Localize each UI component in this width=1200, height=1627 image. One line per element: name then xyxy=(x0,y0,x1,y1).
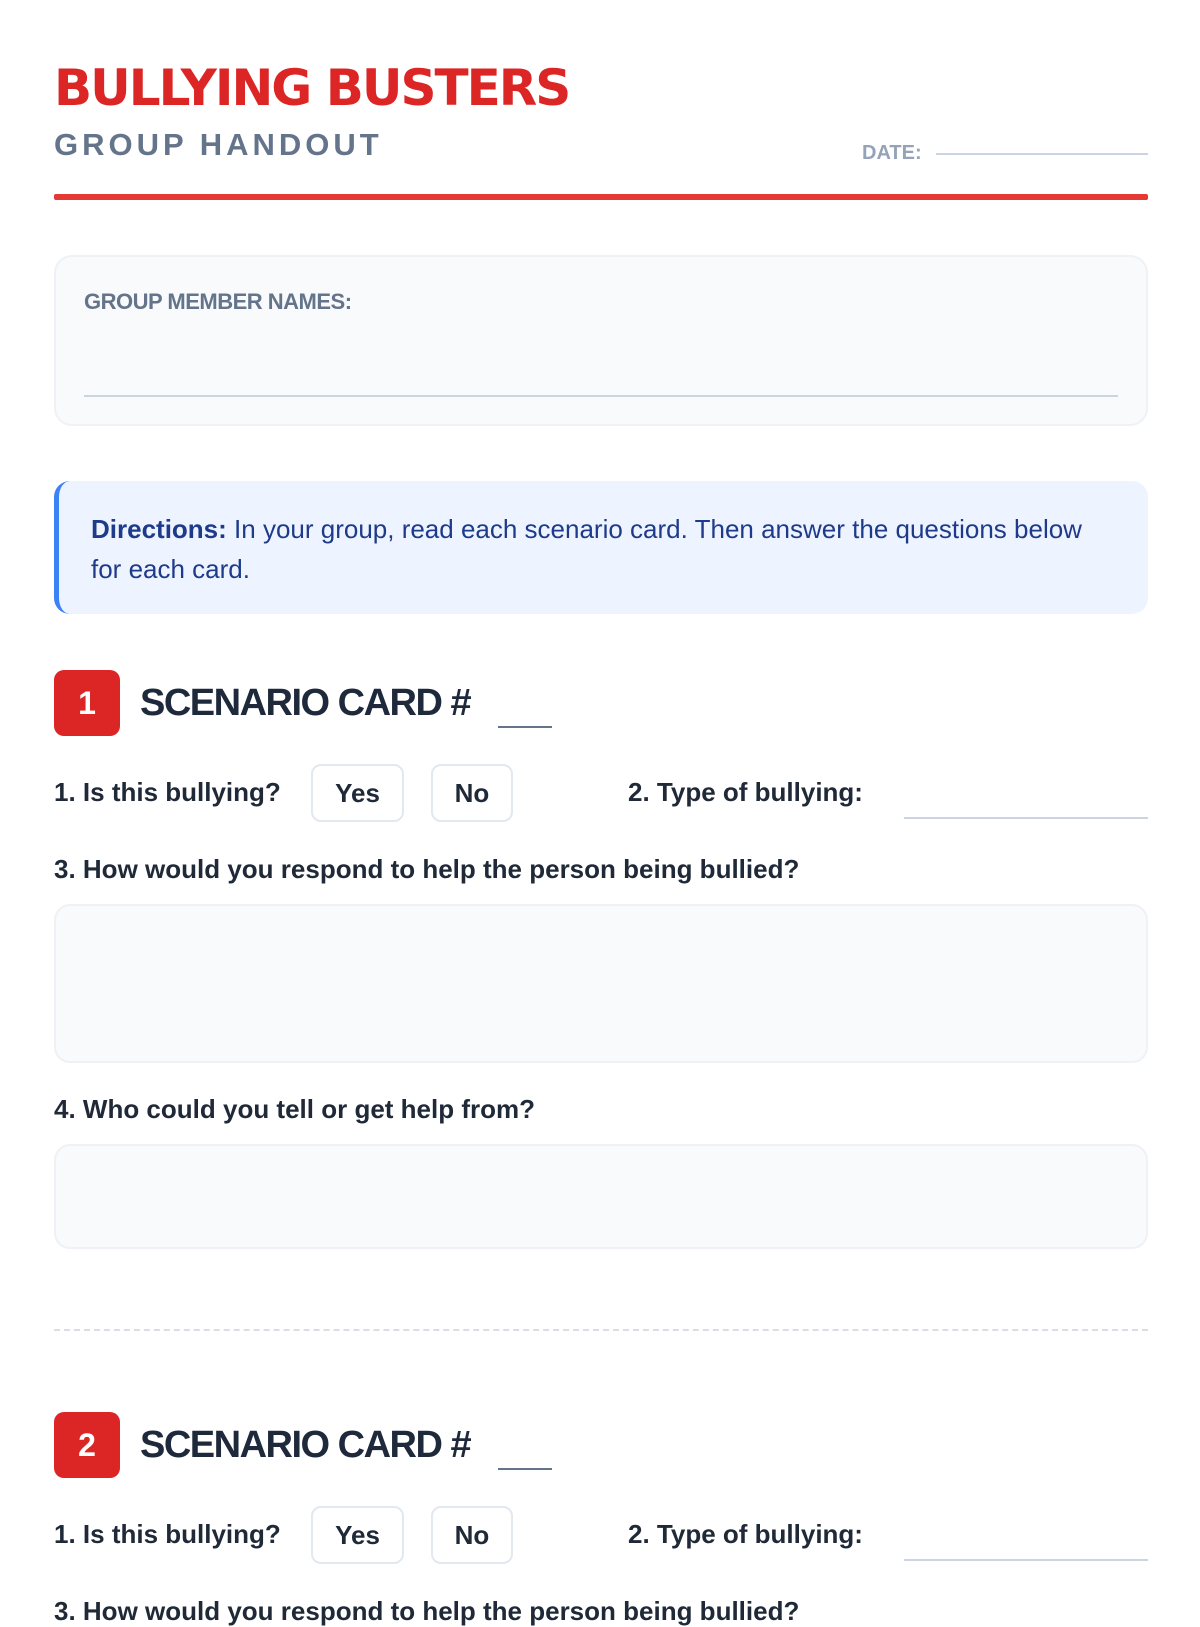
directions-lead: Directions: xyxy=(91,514,227,544)
card-title: SCENARIO CARD # xyxy=(140,1424,471,1466)
type-of-bullying-field[interactable] xyxy=(904,817,1148,819)
card-number-field[interactable] xyxy=(498,1468,552,1470)
card-title: SCENARIO CARD # xyxy=(140,682,471,724)
respond-answer-box[interactable] xyxy=(54,904,1148,1063)
group-names-label: GROUP MEMBER NAMES: xyxy=(84,289,352,314)
date-field[interactable] xyxy=(936,153,1148,155)
directions-callout xyxy=(54,481,1148,614)
question-type-of-bullying: 2. Type of bullying: xyxy=(628,1519,863,1549)
group-names-box xyxy=(54,255,1148,426)
directions-text: In your group, read each scenario card. Then answer the questions below for each card. xyxy=(91,514,1082,584)
card-number-badge: 1 xyxy=(54,670,120,736)
card-number-badge: 2 xyxy=(54,1412,120,1478)
card-number-field[interactable] xyxy=(498,726,552,728)
question-is-bullying: 1. Is this bullying? xyxy=(54,777,281,807)
header-divider xyxy=(54,194,1148,200)
scenario-card-2 xyxy=(54,1412,1148,1626)
page-header xyxy=(54,56,1148,202)
question-is-bullying: 1. Is this bullying? xyxy=(54,1519,281,1549)
yes-option[interactable]: Yes xyxy=(311,1506,404,1564)
question-respond: 3. How would you respond to help the person being bullied? xyxy=(54,1596,800,1626)
date-label: DATE: xyxy=(862,142,922,164)
no-option[interactable]: No xyxy=(431,1506,513,1564)
question-type-of-bullying: 2. Type of bullying: xyxy=(628,777,863,807)
question-respond: 3. How would you respond to help the person being bullied? xyxy=(54,854,800,884)
get-help-answer-box[interactable] xyxy=(54,1144,1148,1249)
no-option[interactable]: No xyxy=(431,764,513,822)
page-title: BULLYING BUSTERS xyxy=(54,59,570,117)
scenario-card-1 xyxy=(54,670,1148,1250)
page-subtitle: GROUP HANDOUT xyxy=(54,127,383,162)
question-get-help: 4. Who could you tell or get help from? xyxy=(54,1094,535,1124)
group-names-field[interactable] xyxy=(84,395,1118,397)
type-of-bullying-field[interactable] xyxy=(904,1559,1148,1561)
section-divider xyxy=(54,1329,1148,1331)
yes-option[interactable]: Yes xyxy=(311,764,404,822)
